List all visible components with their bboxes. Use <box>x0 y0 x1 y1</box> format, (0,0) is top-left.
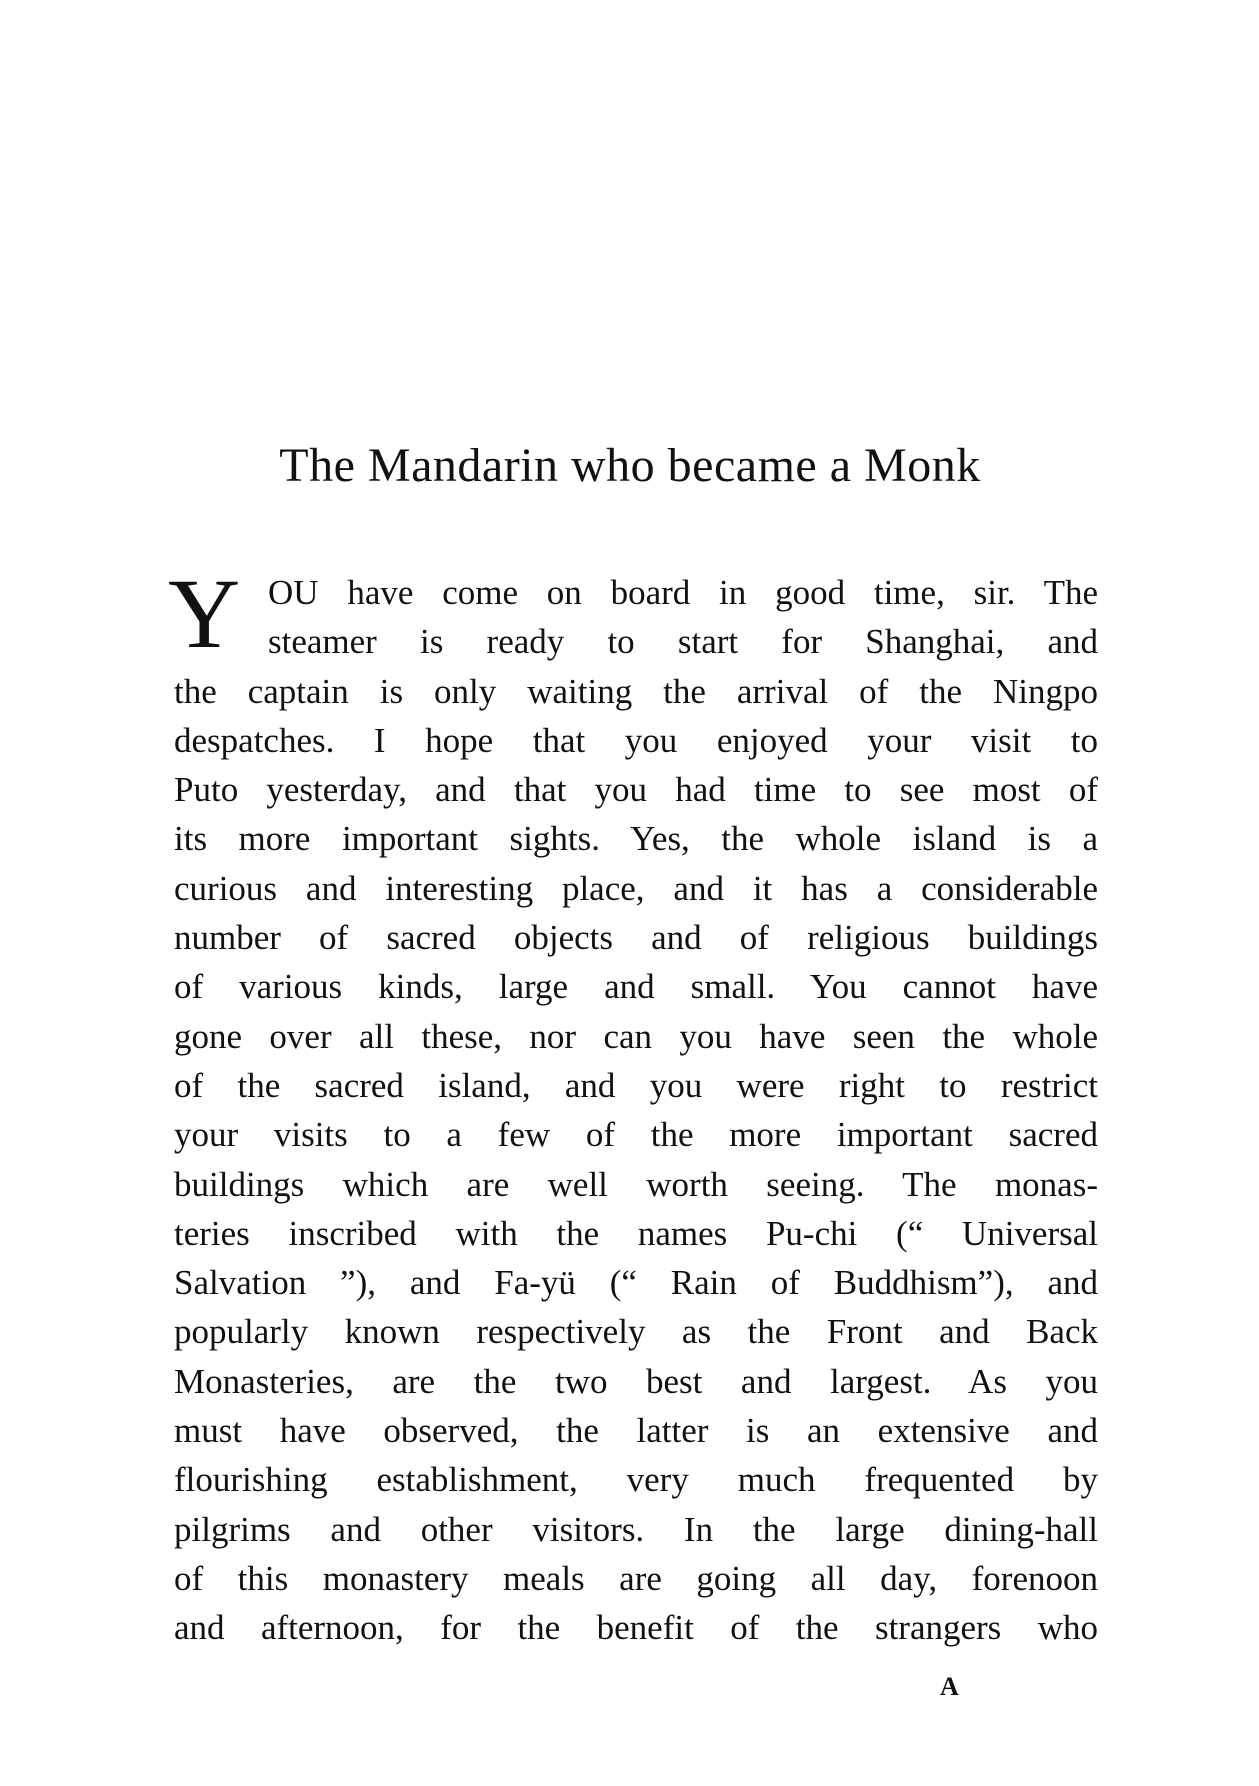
text-line: your visits to a few of the more important sacred <box>174 1115 1098 1155</box>
signature-mark: A <box>940 1672 959 1701</box>
text-line: buildings which are well worth seeing. The monas- <box>174 1164 1098 1204</box>
text-line: despatches. I hope that you enjoyed your visit to <box>174 720 1098 760</box>
text-line: popularly known respectively as the Front and Back <box>174 1312 1098 1352</box>
text-line: pilgrims and other visitors. In the large dining-hall <box>174 1509 1098 1549</box>
text-line: number of sacred objects and of religious buildings <box>174 918 1098 958</box>
text-line: of the sacred island, and you were right to restrict <box>174 1065 1098 1105</box>
chapter-title: The Mandarin who became a Monk <box>279 439 981 492</box>
text-line: Puto yesterday, and that you had time to see most of <box>174 770 1098 810</box>
text-line: Monasteries, are the two best and largest. As you <box>174 1361 1098 1401</box>
text-line: Salvation ”), and Fa-yü (“ Rain of Buddhism”), and <box>174 1263 1098 1303</box>
drop-cap: Y <box>168 558 241 669</box>
body-text <box>168 558 1098 1653</box>
text-line: the captain is only waiting the arrival of the Ningpo <box>174 671 1098 711</box>
text-line: of various kinds, large and small. You cannot have <box>174 967 1098 1007</box>
text-line: must have observed, the latter is an extensive and <box>174 1411 1098 1451</box>
text-line: flourishing establishment, very much frequented by <box>174 1460 1098 1500</box>
text-line: its more important sights. Yes, the whole island is a <box>174 819 1098 859</box>
text-line: of this monastery meals are going all day, forenoon <box>174 1558 1098 1598</box>
text-line: steamer is ready to start for Shanghai, and <box>268 622 1098 662</box>
text-line: and afternoon, for the benefit of the strangers who <box>174 1608 1098 1648</box>
text-line: curious and interesting place, and it has a considerable <box>174 868 1098 908</box>
text-line: OU have come on board in good time, sir. The <box>268 573 1098 612</box>
text-line: gone over all these, nor can you have seen the whole <box>174 1016 1098 1056</box>
text-line: teries inscribed with the names Pu-chi (“ Universal <box>174 1213 1098 1253</box>
